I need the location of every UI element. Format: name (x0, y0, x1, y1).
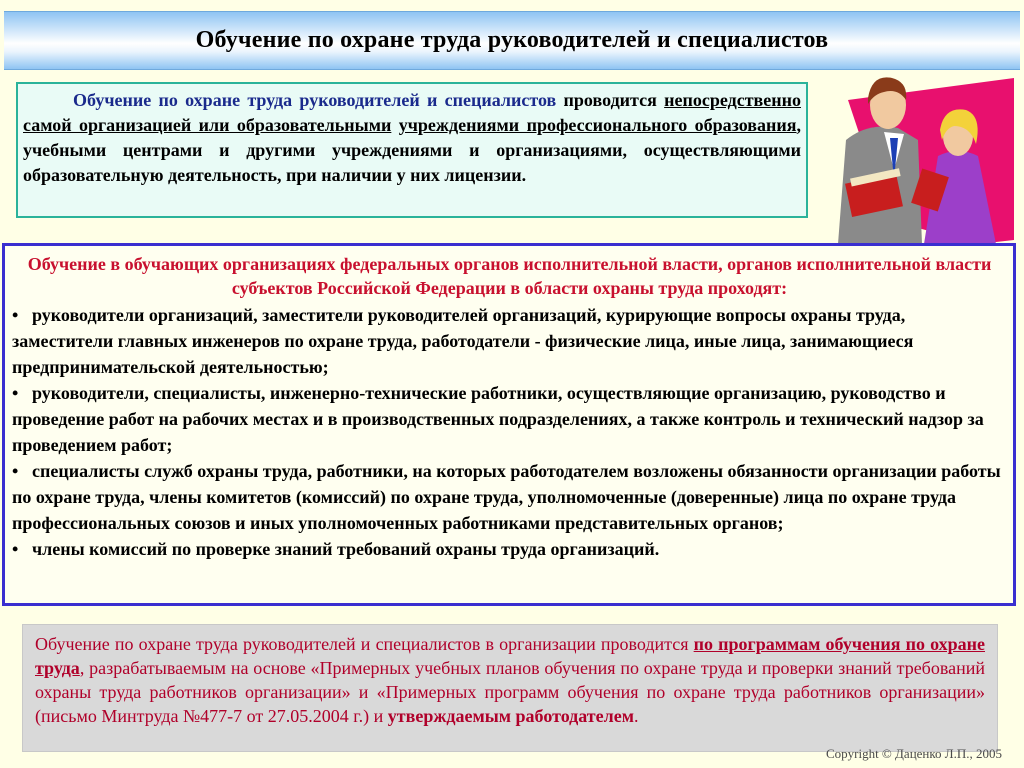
list-item: • специалисты служб охраны труда, работники, на которых работодателем возложены обязанности организации работы по охране труда, члены комитетов (комиссий) по охране труда, уполномоченные (доверенные) лица по охране труда профессиональных союзов и иных уполномоченных работниками представительных органов; (12, 458, 1007, 536)
intro-text-1: проводится (556, 90, 665, 110)
program-underlined: по программам обучения по охране труда (35, 634, 986, 678)
bullet: • (12, 383, 19, 403)
page-title: Обучение по охране труда руководителей и специалистов (195, 27, 829, 53)
approved-by-employer: утверждаемым работодателем (387, 706, 634, 726)
bullet: • (12, 461, 19, 481)
bullet: • (12, 539, 19, 559)
intro-lead: Обучение по охране труда руководителей и специалистов (73, 90, 557, 110)
intro-underlined-2: учреждениями профессионального образования (398, 115, 797, 135)
bullet: • (12, 305, 19, 325)
intro-underlined-1: непосредственно самой организацией или образовательными (23, 90, 801, 135)
intro-text-2: , учебными центрами и другими учреждениями и организациями, осуществляющими образовательную деятельность, при наличии у них лицензии. (23, 115, 801, 185)
intro-box (16, 82, 808, 218)
program-info-box: Обучение по охране труда руководителей и специалистов в организации проводится по программам обучения по охране труда, разрабатываемым на основе «Примерных учебных планов обучения по охране труда и проверки знаний требований охраны труда работников организации» и «Примерных программ обучения по охране труда работников организации» (письмо Минтруда №477-7 от 27.05.2004 г.) и утверждаемым работодателем. (22, 624, 998, 752)
title-bar (4, 11, 1020, 70)
people-with-books-illustration (828, 70, 1014, 244)
training-organizations-box (2, 243, 1016, 606)
list-item: • члены комиссий по проверке знаний требований охраны труда организаций. (12, 536, 1007, 562)
list-item: • руководители, специалисты, инженерно-технические работники, осуществляющие организацию, руководство и проведение работ на рабочих местах и в производственных подразделениях, а также контроль и технический надзор за проведением работ; (12, 380, 1007, 458)
list-item: • руководители организаций, заместители руководителей организаций, курирующие вопросы охраны труда, заместители главных инженеров по охране труда, работодатели - физические лица, иные лица, занимающиеся предпринимательской деятельностью; (12, 302, 1007, 380)
copyright: Copyright © Даценко Л.П., 2005 (825, 746, 1002, 761)
training-heading: Обучение в обучающих организациях федеральных органов исполнительной власти, органов исполнительной власти субъектов Российской Федерации в области охраны труда проходят: (27, 254, 992, 298)
